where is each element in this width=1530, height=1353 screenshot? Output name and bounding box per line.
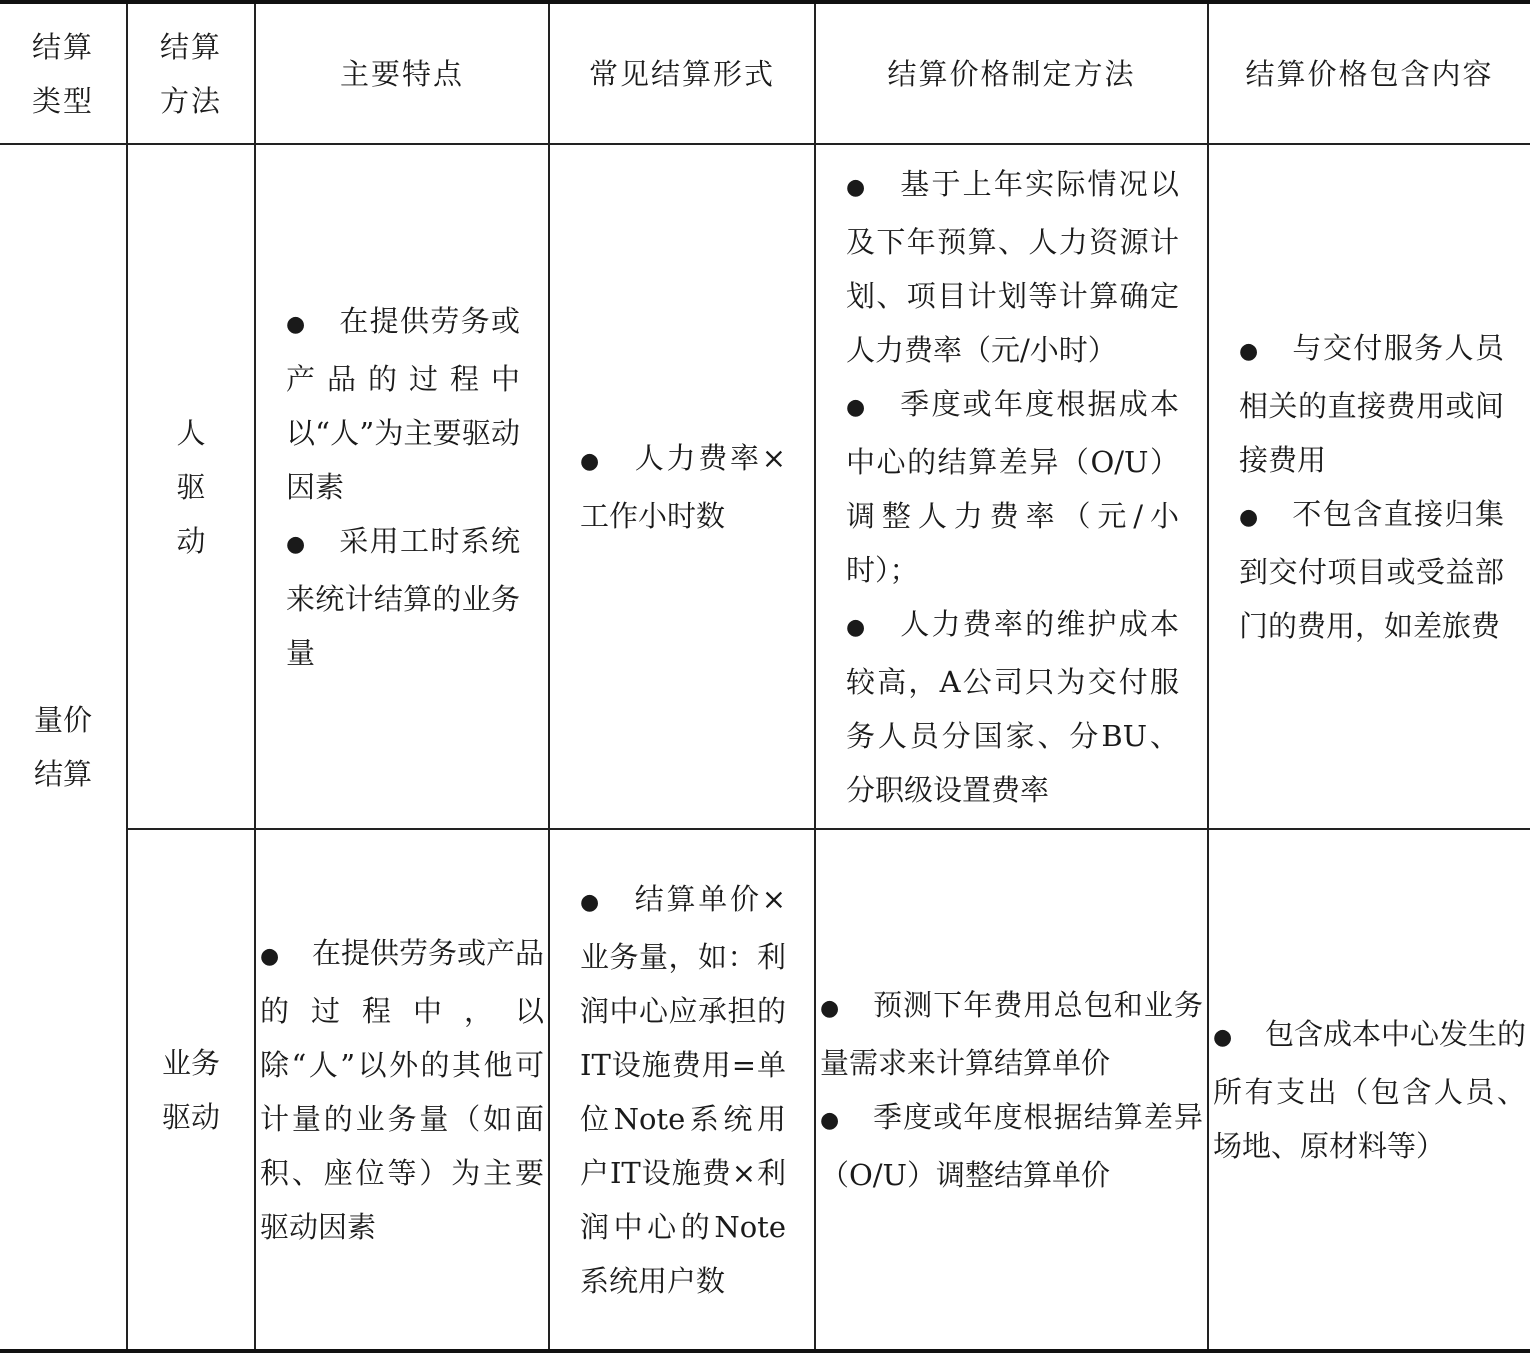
bullet-icon: ● (1239, 338, 1259, 364)
type-line-1: 量价 (33, 703, 92, 737)
method-business-line-2: 驱动 (161, 1099, 220, 1134)
list-item-text: 结算单价×业务量，如：利润中心应承担的IT设施费用=单位Note系统用户IT设施费×利润中心的Note系统用户数 (580, 881, 786, 1298)
list-item (846, 597, 1179, 817)
header-pricing-method: 结算价格制定方法 (815, 2, 1208, 144)
method-cell-people (127, 144, 255, 829)
list-item (260, 926, 544, 1254)
list-item (846, 157, 1179, 377)
forms-cell-business (549, 829, 815, 1351)
list-item (846, 377, 1179, 597)
bullet-icon: ● (1213, 1024, 1233, 1050)
header-type-line-1: 结算 (31, 29, 94, 64)
list-item-text: 预测下年费用总包和业务量需求来计算结算单价 (820, 987, 1203, 1080)
forms-cell-people (549, 144, 815, 829)
bullet-icon: ● (1239, 504, 1259, 530)
list-item-text: 季度或年度根据结算差异（O/U）调整结算单价 (820, 1099, 1203, 1192)
contents-cell-business (1208, 829, 1530, 1351)
list-item-text: 包含成本中心发生的所有支出（包含人员、场地、原材料等） (1213, 1016, 1527, 1163)
type-cell (0, 144, 127, 1351)
header-price-contents: 结算价格包含内容 (1208, 2, 1530, 144)
row-people-driven (0, 144, 1530, 829)
list-item-text: 与交付服务人员相关的直接费用或间接费用 (1239, 330, 1504, 477)
header-method-line-1: 结算 (159, 29, 222, 64)
bullet-icon: ● (846, 614, 866, 640)
method-people-label: 人驱动 (176, 415, 206, 558)
header-method-line-2: 方法 (159, 83, 222, 118)
header-settlement-type (0, 2, 127, 144)
bullet-icon: ● (846, 174, 866, 200)
header-common-forms: 常见结算形式 (549, 2, 815, 144)
bullet-icon: ● (286, 311, 306, 337)
list-item (820, 978, 1203, 1090)
list-item-text: 采用工时系统来统计结算的业务量 (286, 523, 520, 670)
list-item-text: 在提供劳务或产品的过程中，以除“人”以外的其他可计量的业务量（如面积、座位等）为主要驱动因素 (260, 935, 545, 1244)
pricing-cell-business (815, 829, 1208, 1351)
list-item (580, 431, 786, 543)
list-item-text: 在提供劳务或产品的过程中以“人”为主要驱动因素 (286, 303, 520, 504)
features-cell-people (255, 144, 549, 829)
list-item (286, 294, 520, 514)
method-cell-business (127, 829, 255, 1351)
bullet-icon: ● (820, 995, 840, 1021)
list-item (1239, 487, 1504, 653)
bullet-icon: ● (260, 943, 280, 969)
bullet-icon: ● (580, 448, 600, 474)
pricing-cell-people (815, 144, 1208, 829)
list-item-text: 人力费率×工作小时数 (580, 440, 786, 533)
row-business-driven (0, 829, 1530, 1351)
list-item (1239, 321, 1504, 487)
bullet-icon: ● (820, 1107, 840, 1133)
list-item-text: 季度或年度根据成本中心的结算差异（O/U）调整人力费率（元/小时）； (846, 386, 1179, 587)
list-item-text: 基于上年实际情况以及下年预算、人力资源计划、项目计划等计算确定人力费率（元/小时） (846, 166, 1179, 367)
header-type-line-2: 类型 (31, 83, 94, 118)
list-item-text: 不包含直接归集到交付项目或受益部门的费用，如差旅费 (1239, 496, 1504, 643)
header-settlement-method (127, 2, 255, 144)
type-line-2: 结算 (33, 757, 92, 791)
bullet-icon: ● (580, 889, 600, 915)
list-item-text: 人力费率的维护成本较高，A公司只为交付服务人员分国家、分BU、分职级设置费率 (846, 606, 1179, 807)
contents-cell-people (1208, 144, 1530, 829)
bullet-icon: ● (286, 531, 306, 557)
header-main-features: 主要特点 (255, 2, 549, 144)
method-business-line-1: 业务 (161, 1045, 220, 1080)
bullet-icon: ● (846, 394, 866, 420)
header-row (0, 2, 1530, 144)
list-item (286, 514, 520, 680)
list-item (1213, 1007, 1526, 1173)
list-item (820, 1090, 1203, 1202)
list-item (580, 872, 786, 1308)
features-cell-business (255, 829, 549, 1351)
